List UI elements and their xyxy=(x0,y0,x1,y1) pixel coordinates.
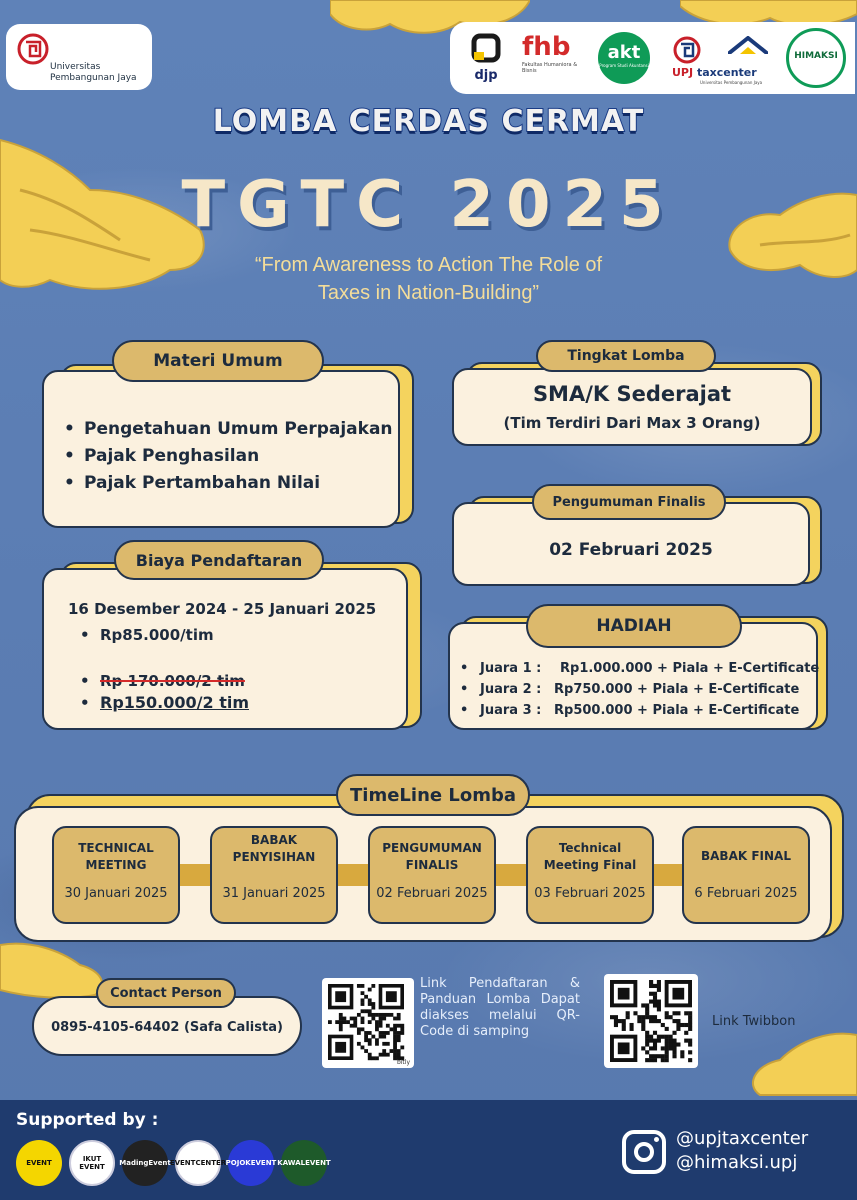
biaya-list xyxy=(78,624,214,646)
upj-logo-line1: Universitas xyxy=(50,62,101,72)
sponsor-sub: Event xyxy=(148,1159,171,1167)
tingkat-title: Tingkat Lomba xyxy=(536,340,716,372)
timeline-title: TimeLine Lomba xyxy=(336,774,530,816)
biaya-single: • Rp85.000/tim xyxy=(78,624,214,646)
hadiah-prize: Rp500.000 + Piala + E-Certificate xyxy=(554,703,800,718)
hadiah-item xyxy=(458,700,819,721)
sponsor-label: EVENT xyxy=(26,1159,52,1167)
tax-center-logo xyxy=(672,32,776,88)
tax-center-logo-text xyxy=(672,66,757,79)
tingkat-note: (Tim Terdiri Dari Max 3 Orang) xyxy=(503,414,761,432)
sponsor-label: IKUT EVENT xyxy=(79,1155,105,1171)
qr-code-pattern xyxy=(322,978,414,1068)
himaksi-logo xyxy=(786,28,846,88)
cloud-ornament-bottom-left xyxy=(0,940,110,1000)
materi-list xyxy=(62,416,393,497)
fhb-logo-sub: Fakultas Humaniora & Bisnis xyxy=(522,62,578,74)
event-tagline-line1: “From Awareness to Action The Role of xyxy=(254,254,603,276)
timeline-step-date: 31 Januari 2025 xyxy=(222,886,326,901)
tax-center-roof-icon xyxy=(728,36,768,54)
event-tagline-line2: Taxes in Nation-Building” xyxy=(317,282,540,304)
instagram-handle[interactable]: @himaksi.upj xyxy=(676,1152,798,1173)
partner-logos-box xyxy=(450,22,855,94)
sponsor-label: EVENT xyxy=(169,1159,196,1167)
sponsor-sub: EVENT xyxy=(305,1159,331,1167)
biaya-new-price xyxy=(78,692,249,714)
materi-item: • Pengetahuan Umum Perpajakan xyxy=(62,416,393,443)
biaya-new-price-text: Rp150.000/2 tim xyxy=(100,693,249,712)
twibbon-text: Link Twibbon xyxy=(712,1014,796,1029)
twibbon-qr-code[interactable] xyxy=(604,974,698,1068)
tingkat-level: SMA/K Sederajat xyxy=(532,382,732,406)
timeline-step-date: 30 Januari 2025 xyxy=(64,886,168,901)
sponsor-sub: EVENT xyxy=(250,1159,277,1167)
fhb-logo-text: fhb xyxy=(522,32,571,62)
hadiah-title: HADIAH xyxy=(526,604,742,648)
hadiah-list xyxy=(458,658,819,721)
himaksi-logo-text: HIMAKSI xyxy=(794,51,838,61)
timeline-step-title: TECHNICAL MEETING xyxy=(78,841,154,872)
contact-value: 0895-4105-64402 (Safa Calista) xyxy=(51,1020,283,1035)
sponsor-sub: CENTER xyxy=(195,1159,227,1167)
timeline-step-title: BABAK FINAL xyxy=(701,849,791,863)
biaya-old-price-text: Rp 170.000/2 tim xyxy=(100,672,245,690)
upj-logo-box xyxy=(6,24,152,90)
pojok-event-logo xyxy=(225,1140,277,1186)
instagram-icon[interactable] xyxy=(622,1130,666,1174)
mading-event-logo xyxy=(119,1140,171,1186)
instagram-icon-dot xyxy=(654,1137,659,1142)
pengumuman-date: 02 Februari 2025 xyxy=(549,540,713,560)
timeline-step-date: 02 Februari 2025 xyxy=(376,886,488,901)
timeline-step xyxy=(210,826,338,924)
ikut-event-logo xyxy=(69,1140,115,1186)
instagram-handle[interactable]: @upjtaxcenter xyxy=(676,1128,809,1149)
timeline-step-date: 03 Februari 2025 xyxy=(534,886,646,901)
supported-label: Supported by : xyxy=(16,1110,159,1130)
hadiah-item xyxy=(458,658,819,679)
hadiah-rank: Juara 2 : xyxy=(480,682,542,697)
qr-code-pattern xyxy=(604,974,698,1068)
timeline-step xyxy=(526,826,654,924)
biaya-list-pair xyxy=(78,670,249,714)
upj-logo-line2: Pembangunan Jaya xyxy=(50,73,137,83)
tax-center-upj: UPJ xyxy=(672,66,694,79)
biaya-title: Biaya Pendaftaran xyxy=(114,540,324,580)
hadiah-item xyxy=(458,679,819,700)
tax-center-logo-sub: Universitas Pembangunan Jaya xyxy=(700,80,763,85)
timeline-step xyxy=(368,826,496,924)
hadiah-prize: Rp750.000 + Piala + E-Certificate xyxy=(554,682,800,697)
tax-center-word: taxcenter xyxy=(696,66,757,79)
hadiah-prize: Rp1.000.000 + Piala + E-Certificate xyxy=(560,661,820,676)
sponsor-label: Mading xyxy=(119,1159,149,1167)
contact-title: Contact Person xyxy=(96,978,236,1008)
biaya-card xyxy=(42,568,408,730)
materi-title: Materi Umum xyxy=(112,340,324,382)
materi-item: • Pajak Penghasilan xyxy=(62,443,393,470)
cloud-ornament-bottom-right xyxy=(740,1030,857,1100)
tingkat-card xyxy=(452,368,812,446)
fhb-logo xyxy=(522,32,586,74)
timeline-step-title: PENGUMUMAN FINALIS xyxy=(382,841,482,872)
akt-logo-sub: Program Studi Akuntansi xyxy=(599,63,649,68)
biaya-period: 16 Desember 2024 - 25 Januari 2025 xyxy=(68,600,377,618)
registration-qr-code[interactable] xyxy=(322,978,414,1068)
materi-card xyxy=(42,370,400,528)
timeline-step-title: BABAK PENYISIHAN xyxy=(232,833,316,864)
hadiah-rank: Juara 3 : xyxy=(480,703,542,718)
upj-logo-icon xyxy=(16,32,50,66)
registration-qr-text: Link Pendaftaran & Panduan Lomba Dapat diakses melalui QR-Code di samping xyxy=(420,976,580,1039)
biaya-old-price xyxy=(78,670,249,692)
instagram-icon-lens xyxy=(634,1142,654,1162)
event-kicker: LOMBA CERDAS CERMAT xyxy=(212,104,645,139)
akt-logo xyxy=(598,32,650,84)
kawal-event-logo xyxy=(277,1140,331,1186)
hadiah-rank: Juara 1 : xyxy=(480,661,542,676)
pengumuman-title: Pengumuman Finalis xyxy=(532,484,726,520)
qr-bitly-mark: bitly xyxy=(396,1059,410,1066)
akt-logo-text: akt xyxy=(607,42,641,63)
event-center-logo xyxy=(169,1140,227,1186)
timeline-step xyxy=(682,826,810,924)
timeline-step-date: 6 Februari 2025 xyxy=(694,886,798,901)
sponsor-label: POJOK xyxy=(225,1159,251,1167)
event-logo xyxy=(16,1140,62,1186)
djp-logo xyxy=(466,32,506,88)
timeline-step-title: Technical Meeting Final xyxy=(543,841,637,872)
materi-item: • Pajak Pertambahan Nilai xyxy=(62,470,393,497)
sponsor-label: KAWAL xyxy=(277,1159,306,1167)
timeline-step xyxy=(52,826,180,924)
djp-logo-text: djp xyxy=(474,68,498,83)
djp-logo-icon xyxy=(470,32,502,64)
event-title: TGTC 2025 xyxy=(181,168,676,242)
tax-center-logo-icon xyxy=(672,34,702,68)
